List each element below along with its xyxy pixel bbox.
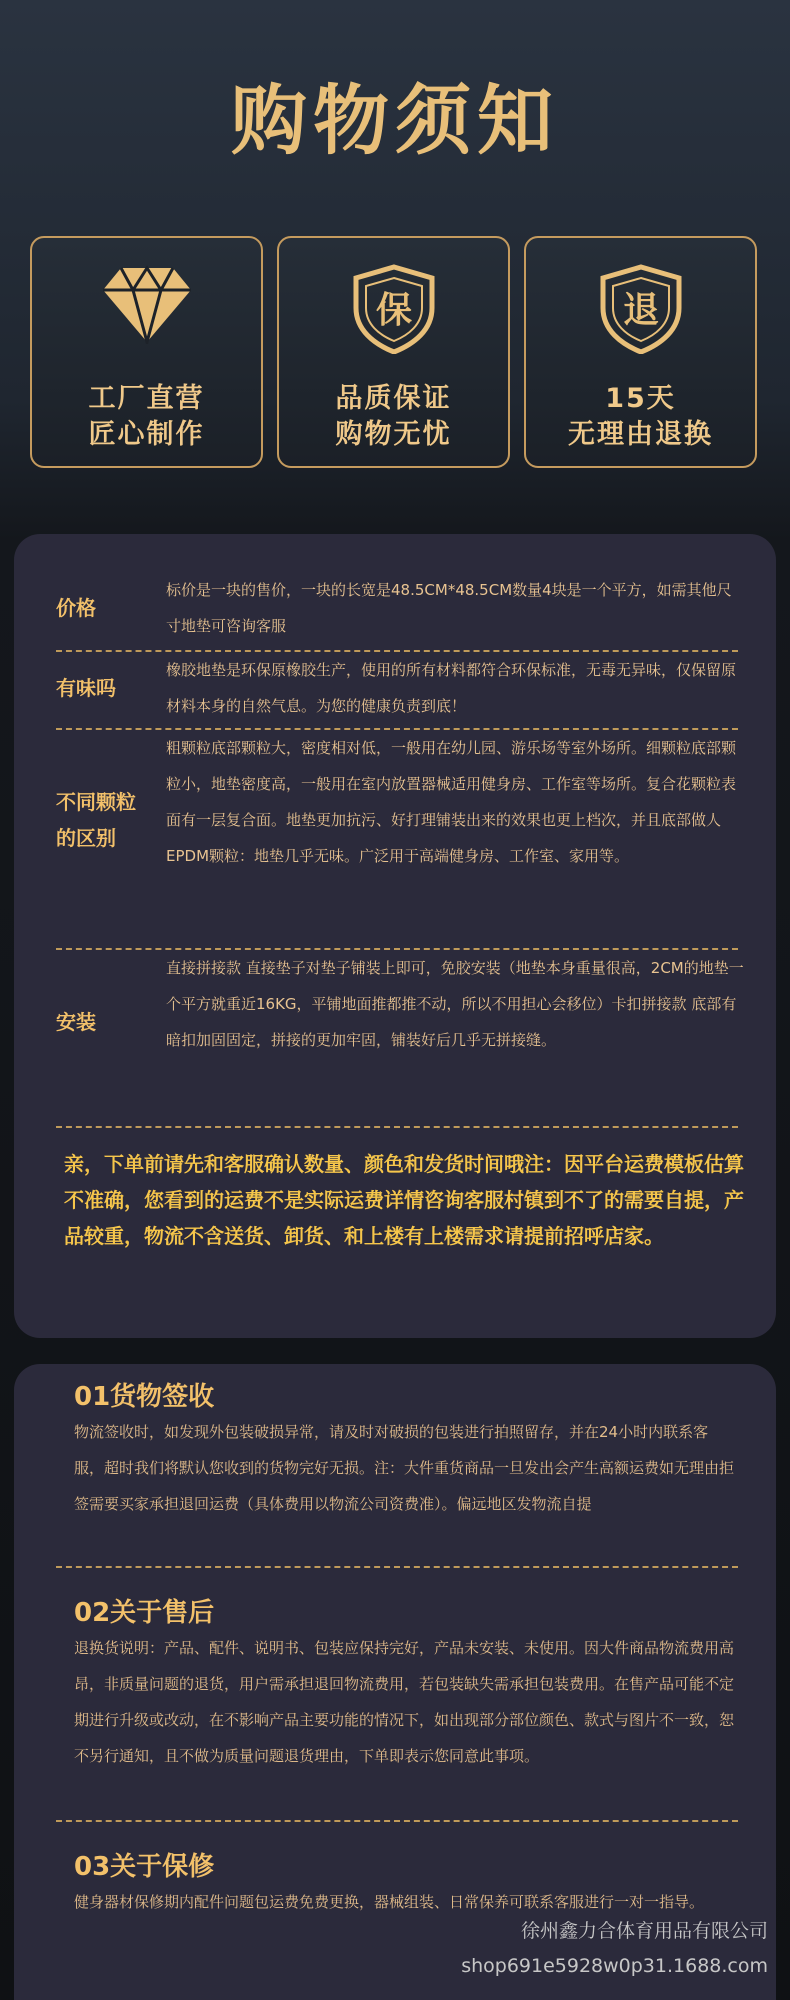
policy-panel (14, 1364, 776, 2000)
info-label: 有味吗 (56, 676, 116, 700)
info-label: 不同颗粒的区别 (56, 790, 136, 850)
info-label: 安装 (56, 1010, 96, 1034)
info-text: 粗颗粒底部颗粒大，密度相对低，一般用在幼儿园、游乐场等室外场所。细颗粒底部颗粒小，地垫密度高，一般用在室内放置器械适用健身房、工作室等场所。复合花颗粒表面有一层复合面。地垫更加抗污、好打理铺装出来的效果也更上档次，并且底部做人EPDM颗粒：地垫几乎无味。广泛用于高端健身房、工作室、家用等。 (166, 739, 737, 865)
svg-text:退: 退 (622, 290, 659, 331)
info-row-difference (56, 730, 752, 946)
feature-card-return (524, 236, 757, 468)
feature-line2: 无理由退换 (568, 419, 713, 450)
svg-text:保: 保 (375, 290, 412, 331)
feature-line1: 品质保证 (335, 383, 452, 414)
policy-text: 物流签收时，如发现外包装破损异常，请及时对破损的包装进行拍照留存，并在24小时内联系客服，超时我们将默认您收到的货物完好无损。注：大件重货商品一旦发出会产生高额运费如无理由拒签需要买家承担退回运费（具体费用以物流公司资费准）。偏远地区发物流自提 (74, 1423, 735, 1513)
info-text: 直接拼接款 直接垫子对垫子铺装上即可，免胶安装（地垫本身重量很高，2CM的地垫一个平方就重近16KG，平铺地面推都推不动，所以不用担心会移位）卡扣拼接款 底部有暗扣加固固定，拼接的更加牢固，铺装好后几乎无拼接缝。 (166, 959, 744, 1049)
shield-bao-icon (279, 264, 508, 350)
feature-card-factory (30, 236, 263, 468)
shield-tui-icon (526, 264, 755, 350)
divider (56, 1126, 738, 1128)
feature-card-quality (277, 236, 510, 468)
feature-line1: 15天 (605, 383, 676, 414)
policy-heading: 01货物签收 (74, 1382, 215, 1412)
info-panel (14, 534, 776, 1338)
feature-line1: 工厂直营 (88, 383, 205, 414)
policy-text: 退换货说明：产品、配件、说明书、包装应保持完好，产品未安装、未使用。因大件商品物流费用高昂，非质量问题的退货，用户需承担退回物流费用，若包装缺失需承担包装费用。在售产品可能不定期进行升级或改动，在不影响产品主要功能的情况下，如出现部分部位颜色、款式与图片不一致，恕不另行通知，且不做为质量问题退货理由，下单即表示您同意此事项。 (74, 1639, 735, 1765)
order-notice: 亲，下单前请先和客服确认数量、颜色和发货时间哦注：因平台运费模板估算不准确，您看到的运费不是实际运费详情咨询客服村镇到不了的需要自提，产品较重，物流不含送货、卸货、和上楼有上楼需求请提前招呼店家。 (64, 1152, 744, 1248)
info-row-price (56, 572, 752, 646)
info-text: 标价是一块的售价，一块的长宽是48.5CM*48.5CM数量4块是一个平方，如需其他尺寸地垫可咨询客服 (166, 581, 732, 635)
divider (56, 1820, 738, 1822)
feature-line2: 购物无忧 (335, 419, 452, 450)
diamond-icon (32, 264, 261, 350)
policy-text: 健身器材保修期内配件问题包运费免费更换，器械组装、日常保养可联系客服进行一对一指导。 (74, 1893, 705, 1911)
info-label: 价格 (56, 596, 96, 620)
watermark-company: 徐州鑫力合体育用品有限公司 (520, 1920, 768, 1942)
watermark-url: shop691e5928w0p31.1688.com (461, 1955, 768, 1977)
info-text: 橡胶地垫是环保原橡胶生产，使用的所有材料都符合环保标准，无毒无异味，仅保留原材料本身的自然气息。为您的健康负责到底！ (166, 661, 737, 715)
info-row-smell (56, 652, 752, 724)
policy-heading: 02关于售后 (74, 1598, 215, 1628)
page-title: 购物须知 (231, 76, 559, 165)
policy-heading: 03关于保修 (74, 1852, 215, 1882)
feature-line2: 匠心制作 (88, 419, 205, 450)
feature-cards (30, 236, 760, 470)
divider (56, 1566, 738, 1568)
info-row-install (56, 950, 752, 1130)
